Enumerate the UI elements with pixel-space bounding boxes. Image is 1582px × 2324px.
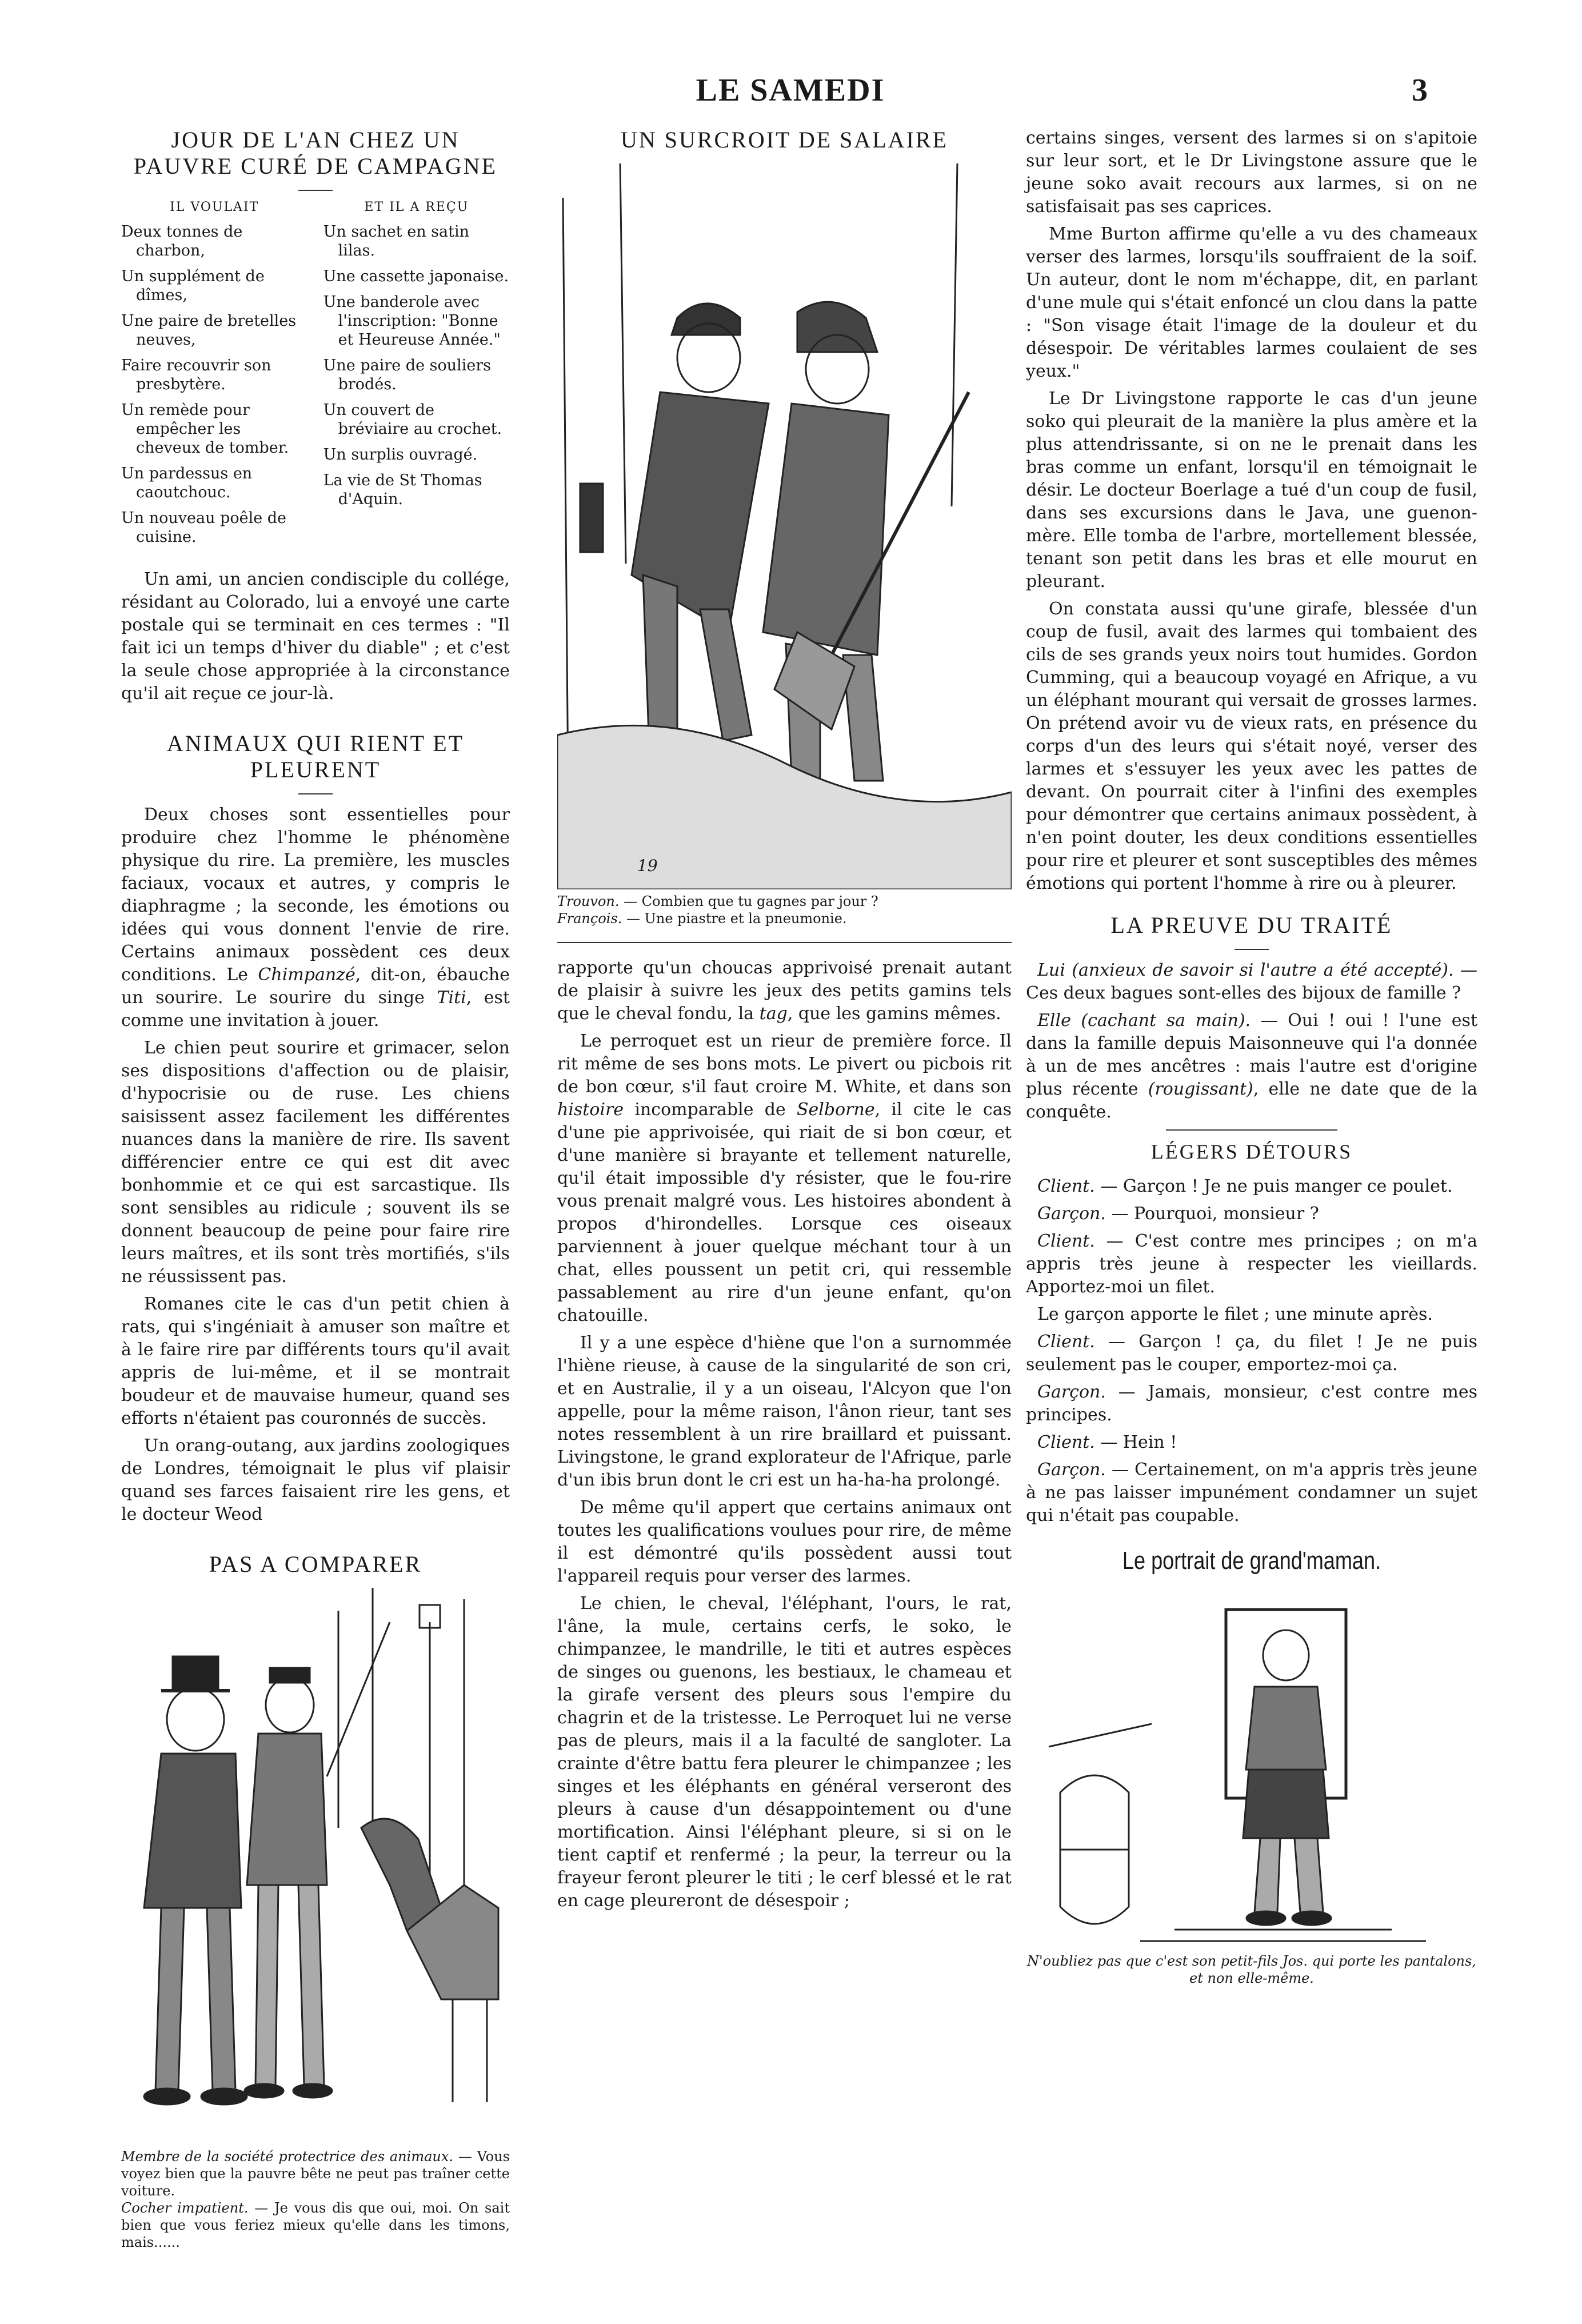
paragraph: Mme Burton affirme qu'elle a vu des chameaux verser des larmes, lorsqu'ils souffraient de la soif. Un auteur, dont le nom m'échappe, dit, en parlant d'une mule qui s'était enfoncé un clou dans la patte : "Son visage était l'image de la douleur et du désespoir. De véritables larmes coulaient de ses yeux." xyxy=(1026,224,1477,381)
article-title-pas-a-comparer: PAS A COMPARER xyxy=(209,1551,422,1577)
dialog-text: , elle ne date que de la conquête. xyxy=(1026,1079,1477,1122)
dialog-text: — Certainement, on m'a appris très jeune à ne pas laisser impunément condamner un sujet qui n'était pas coupable. xyxy=(1026,1460,1477,1526)
caption-text: — Combien que tu gagnes par jour ? xyxy=(619,893,878,909)
divider xyxy=(1235,949,1269,950)
text-italic: Chimpanzé xyxy=(258,965,355,985)
divider xyxy=(557,942,1012,943)
dialog-speaker: Garçon. xyxy=(1037,1204,1106,1224)
paragraph: Le Dr Livingstone rapporte le cas d'un jeune soko qui pleurait de la manière la plus amère et la plus attendrissante, si on ne le prenait dans les bras comme un enfant, lorsqu'il en témoignait le désir. Le docteur Boerlage a tué d'un coup de fusil, dans ses excursions dans le Java, une guenon-mère. Elle tomba de l'arbre, mortellement blessée, tenant son petit dans les bras et elle mourut en pleurant. xyxy=(1026,389,1477,592)
illustration-portrait xyxy=(1026,1587,1477,1952)
poem-line: Une banderole avec l'inscription: "Bonne et Heureuse Année." xyxy=(323,293,501,349)
illustration-snow-shovel xyxy=(557,163,1012,889)
column-2 xyxy=(557,127,1012,1917)
poem-right-column xyxy=(323,200,510,553)
divider xyxy=(298,793,333,794)
dialog-speaker: Client. xyxy=(1037,1432,1095,1452)
poem-right-heading: ET IL A REÇU xyxy=(364,200,469,214)
paragraph: Le chien peut sourire et grimacer, selon ses dispositions d'affection ou de plaisir, d'hypocrisie ou de ruse. Les chiens saisissent assez facilement les différentes nuances dans la manière de rire. Ils savent différencier entre ce qui est dit avec bonhommie et ce qui est sarcastique. Ils sont sensibles au ridicule ; souvent ils se donnent beaucoup de peine pour faire rire leurs maîtres, et ils sont très mortifiés, s'ils ne réussissent pas. xyxy=(121,1038,510,1287)
illustration-caption xyxy=(557,893,1012,927)
text-run: incomparable de xyxy=(624,1100,797,1120)
poem-line: Une paire de souliers brodés. xyxy=(323,357,492,393)
article-title-animaux: ANIMAUX QUI RIENT ET PLEURENT xyxy=(166,730,465,782)
text-italic: histoire xyxy=(557,1100,624,1120)
text-run: rapporte qu'un choucas apprivoisé prenait autant de plaisir à suivre les jeux des petits gamins tels que le cheval fondu, la xyxy=(557,958,1012,1024)
text-run: Deux choses sont essentielles pour produire chez l'homme le phénomène physique du rire. La première, les muscles faciaux, vocaux et autres, y compris le diaphragme ; la seconde, les émotions ou idées qui vous donnent l'envie de rire. Certains animaux possèdent ces deux conditions. Le xyxy=(121,805,510,985)
paragraph xyxy=(557,1030,1012,1327)
text-run: , il cite le cas d'une pie apprivoisée, qui riait de si bon cœur, et d'une manière si brayante et tellement naturelle, qu'il était impossible d'y résister, que le fou-rire vous prenait malgré vous. Les histoires abondent à propos d'hirondelles. Lorsque ces oiseaux parviennent à jouer quelque méchant tour à un chat, elles poussent un petit cri, qui ressemble passablement au rire d'un jeune enfant, qu'on chatouille. xyxy=(557,1100,1012,1325)
dialog-text: Le garçon apporte le filet ; une minute après. xyxy=(1037,1304,1433,1324)
poem-two-columns xyxy=(121,200,510,553)
text-run: , dit-on, ébauche un sourire. Le sourire du singe xyxy=(121,965,510,1008)
dialog-line xyxy=(1026,1459,1477,1527)
horse-cart-drawing xyxy=(121,1588,510,2148)
dialog-line xyxy=(1026,1303,1477,1326)
text-run: Le perroquet est un rieur de première force. Il rit même de ses bons mots. Le pivert ou picbois rit de bon cœur, s'il faut croire M. White, et dans son xyxy=(557,1031,1012,1097)
masthead xyxy=(0,72,1582,112)
poem-line: Un pardessus en caoutchouc. xyxy=(121,465,253,501)
caption-speaker: Trouvon. xyxy=(557,893,620,909)
dialog-text: — C'est contre mes principes ; on m'a appris très jeune à respecter les vieillards. Apportez-moi un filet. xyxy=(1026,1231,1477,1297)
paragraph: De même qu'il appert que certains animaux ont toutes les qualifications voulues pour rire, de même il est démontré qu'ils possèdent aussi tout l'appareil requis pour verser des larmes. xyxy=(557,1498,1012,1586)
dialog-text: — Ces deux bagues sont-elles des bijoux de famille ? xyxy=(1026,960,1477,1003)
newspaper-title: LE SAMEDI xyxy=(696,73,885,108)
dialog-text: — Garçon ! ça, du filet ! Je ne puis seulement pas le couper, emportez-moi ça. xyxy=(1026,1332,1477,1375)
text-italic: tag xyxy=(759,1004,788,1024)
caption-text: — Je vous dis que oui, moi. On sait bien que vous feriez mieux qu'elle dans les timons, mais...... xyxy=(121,2200,510,2250)
dialog-line xyxy=(1026,1431,1477,1454)
article-title-detours: LÉGERS DÉTOURS xyxy=(1150,1140,1353,1163)
article-title-portrait: Le portrait de grand'maman. xyxy=(1122,1547,1381,1575)
dialog-speaker: Client. xyxy=(1037,1231,1095,1251)
text-run: , est comme une invitation à jouer. xyxy=(121,988,510,1031)
poem-line: Faire recouvrir son presbytère. xyxy=(121,357,271,393)
dialog-line xyxy=(1026,959,1477,1005)
poem-line: La vie de St Thomas d'Aquin. xyxy=(323,472,482,508)
poem-line: Deux tonnes de charbon, xyxy=(121,223,243,259)
page-number: 3 xyxy=(1412,73,1428,108)
dialog-text: — Oui ! oui ! l'une est dans la famille depuis Maisonneuve qui l'a donnée à un de mes ancêtres : mais l'autre est d'origine plus récente xyxy=(1026,1011,1478,1099)
caption-text: — Vous voyez bien que la pauvre bête ne peut pas traîner cette voiture. xyxy=(121,2149,510,2199)
caption-text: — Une piastre et la pneumonie. xyxy=(622,911,847,927)
paragraph: On constata aussi qu'une girafe, blessée d'un coup de fusil, avait des larmes qui tombaient des cils de ses grands yeux noirs tout humides. Gordon Cumming, qui a beaucoup voyagé en Afrique, a vu un éléphant mourant qui versait de grosses larmes. On prétend avoir vu de vieux rats, en présence du corps d'un des leurs qui s'était noyé, verser des larmes et s'essuyer les yeux avec les pattes de devant. On pourrait citer à l'infini des exemples pour démontrer que certains animaux possèdent, à n'en point douter, les deux conditions essentielles pour rire et pleurer et sont susceptibles des mêmes émotions qui portent l'homme à rire ou à pleurer. xyxy=(1026,599,1477,893)
article-title-jour-de-lan: JOUR DE L'AN CHEZ UN PAUVRE CURÉ DE CAMPAGNE xyxy=(133,127,498,179)
caption-speaker: Cocher impatient. xyxy=(121,2200,249,2216)
paragraph: Romanes cite le cas d'un petit chien à rats, qui s'ingéniait à amuser son maître et à le faire rire par différents tours qu'il avait appris de lui-même, et il se montrait boudeur et de mauvaise humeur, quand ses efforts n'étaient pas couronnés de succès. xyxy=(121,1294,510,1428)
dialog-detours xyxy=(1026,1175,1477,1527)
article-title-surcroit: UN SURCROIT DE SALAIRE xyxy=(620,127,949,153)
column-1 xyxy=(121,127,510,2251)
poem-line: Un nouveau poêle de cuisine. xyxy=(121,509,287,546)
column-3 xyxy=(1026,127,1477,1987)
poem-line: Un couvert de bréviaire au crochet. xyxy=(323,401,502,438)
illustration-horse-cart xyxy=(121,1588,510,2148)
caption-speaker: François. xyxy=(557,911,622,927)
dialog-line xyxy=(1026,1203,1477,1225)
dialog-speaker: Client. xyxy=(1037,1176,1095,1196)
dialog-preuve xyxy=(1026,959,1477,1124)
poem-left-column xyxy=(121,200,307,553)
snow-shovel-drawing xyxy=(557,163,1012,889)
dialog-line xyxy=(1026,1230,1477,1299)
portrait-drawing xyxy=(1026,1587,1477,1952)
dialog-line xyxy=(1026,1331,1477,1376)
poem-line: Une paire de bretelles neuves, xyxy=(121,312,297,349)
poem-line: Un surplis ouvragé. xyxy=(323,446,478,464)
dialog-speaker: Garçon. xyxy=(1037,1382,1106,1402)
text-italic: Titi xyxy=(437,988,466,1008)
dialog-line xyxy=(1026,1175,1477,1198)
dialog-speaker: Lui (anxieux de savoir si l'autre a été accepté). xyxy=(1037,960,1454,980)
dialog-text: — Garçon ! Je ne puis manger ce poulet. xyxy=(1094,1176,1453,1196)
paragraph: Un ami, un ancien condisciple du collége, résidant au Colorado, lui a envoyé une carte postale qui se terminait en ces termes : "Il fait ici un temps d'hiver du diable" ; et c'est la seule chose appropriée à la circonstance qu'il ait reçue ce jour-là. xyxy=(121,569,510,704)
poem-line: Un supplément de dîmes, xyxy=(121,267,265,304)
dialog-line xyxy=(1026,1381,1477,1427)
article-title-preuve: LA PREUVE DU TRAITÉ xyxy=(1110,912,1393,938)
dialog-speaker: Elle (cachant sa main). xyxy=(1037,1011,1251,1031)
dialog-text: — Jamais, monsieur, c'est contre mes principes. xyxy=(1026,1382,1477,1425)
artist-signature: 19 xyxy=(637,856,658,875)
dialog-line xyxy=(1026,1009,1477,1124)
paragraph: Un orang-outang, aux jardins zoologiques de Londres, témoignait le plus vif plaisir quand ses farces faisaient rire les gens, et le docteur Weod xyxy=(121,1436,510,1524)
poem-line: Un sachet en satin lilas. xyxy=(323,223,469,259)
dialog-speaker: Garçon. xyxy=(1037,1460,1106,1480)
paragraph xyxy=(121,804,510,1032)
paragraph: Le chien, le cheval, l'éléphant, l'ours, le rat, l'âne, la mule, certains cerfs, le soko, le chimpanzee, le mandrille, le titi et autres espèces de singes ou guenons, les bestiaux, le chameau et la girafe versent des pleurs sous l'empire du chagrin et de la tristesse. Le Perroquet lui ne verse pas de pleurs, mais il a la faculté de sangloter. La crainte d'être battu fera pleurer le chimpanzee ; les singes et les éléphants en général verseront des pleurs à cause d'un désappointement ou d'une mortification. Ainsi l'éléphant pleure, si si on le tient captif et renfermé ; la peur, la terreur ou la frayeur feront pleurer le titi ; le cerf blessé et le rat en cage pleureront de désespoir ; xyxy=(557,1594,1012,1911)
illustration-caption: N'oubliez pas que c'est son petit-fils Jos. qui porte les pantalons, et non elle-même. xyxy=(1027,1953,1476,1986)
dialog-speaker: Client. xyxy=(1037,1332,1095,1352)
text-italic: (rougissant) xyxy=(1148,1079,1253,1099)
poem-left-heading: IL VOULAIT xyxy=(170,200,259,214)
paragraph: certains singes, versent des larmes si on s'apitoie sur leur sort, et le Dr Livingstone assure que le jeune soko avait recours aux larmes, si on ne satisfaisait pas ses caprices. xyxy=(1026,128,1477,217)
dialog-text: — Pourquoi, monsieur ? xyxy=(1105,1204,1319,1224)
paragraph xyxy=(557,957,1012,1025)
illustration-caption xyxy=(121,2148,510,2251)
text-run: , que les gamins mêmes. xyxy=(787,1004,1001,1024)
text-italic: Selborne xyxy=(796,1100,875,1120)
divider xyxy=(298,190,333,191)
divider xyxy=(1166,1129,1337,1131)
poem-line: Un remède pour empêcher les cheveux de tomber. xyxy=(121,401,289,457)
caption-speaker: Membre de la société protectrice des animaux. xyxy=(121,2149,454,2165)
paragraph: Il y a une espèce d'hiène que l'on a surnommée l'hiène rieuse, à cause de la singularité de son cri, et en Australie, il y a un oiseau, l'Alcyon que l'on appelle, pour la même raison, l'ânon rieur, tant ses notes ressemblent à un rire braillard et puissant. Livingstone, le grand explorateur de l'Afrique, parle d'un ibis brun dont le cri est un ha-ha-ha prolongé. xyxy=(557,1333,1012,1490)
dialog-text: — Hein ! xyxy=(1094,1432,1177,1452)
poem-line: Une cassette japonaise. xyxy=(323,267,509,285)
